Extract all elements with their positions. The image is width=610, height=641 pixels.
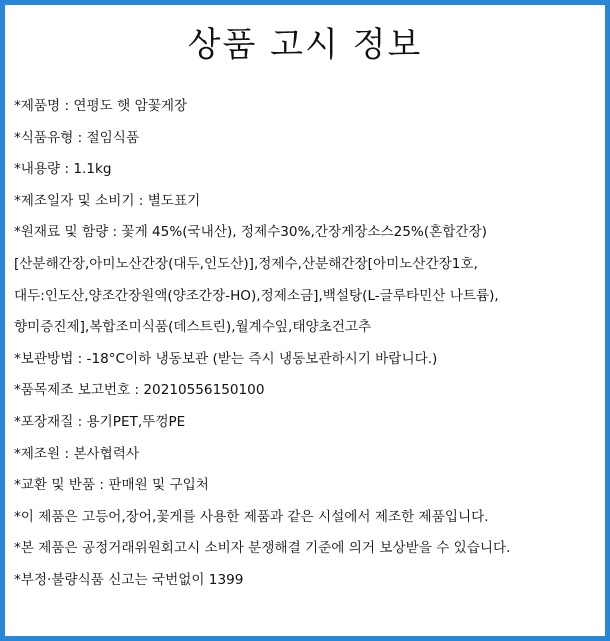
notice-line-ingredients-cont-2: 대두:인도산,양조간장원액(양조간장-HO),정제소금],백설탕(L-글루타민산 나트륨), xyxy=(14,287,499,304)
notice-line-net-weight: *내용량 : 1.1kg xyxy=(14,161,112,178)
notice-line-storage: *보관방법 : -18°C이하 냉동보관 (받는 즉시 냉동보관하시기 바랍니다.) xyxy=(14,350,438,367)
notice-line-report-hotline: *부정·불량식품 신고는 국번없이 1399 xyxy=(14,571,244,588)
notice-line-ingredients: *원재료 및 함량 : 꽃게 45%(국내산), 정제수30%,간장게장소스25%(혼합간장) xyxy=(14,224,487,241)
notice-line-ingredients-cont-3: 향미증진제],복합조미식품(데스트린),월계수잎,태양초건고추 xyxy=(14,319,372,336)
notice-line-product-name: *제품명 : 연평도 햇 암꽃게장 xyxy=(14,98,188,114)
notice-line-report-number: *품목제조 보고번호 : 20210556150100 xyxy=(14,382,265,399)
notice-line-exchange: *교환 및 반품 : 판매원 및 구입처 xyxy=(14,477,209,494)
notice-line-food-type: *식품유형 : 절임식품 xyxy=(14,129,140,146)
notice-line-allergen: *이 제품은 고등어,장어,꽃게를 사용한 제품과 같은 시설에서 제조한 제품입니다. xyxy=(14,508,489,525)
page-title: 상품 고시 정보 xyxy=(187,25,423,65)
notice-line-date: *제조일자 및 소비기 : 별도표기 xyxy=(14,192,201,209)
notice-line-manufacturer: *제조원 : 본사협력사 xyxy=(14,445,140,462)
notice-line-packaging: *포장재질 : 용기PET,뚜껑PE xyxy=(14,413,186,430)
notice-line-compensation: *본 제품은 공정거래위원회고시 소비자 분쟁해결 기준에 의거 보상받을 수 있습니다. xyxy=(14,540,511,557)
notice-list xyxy=(14,91,606,597)
notice-line-ingredients-cont-1: [산분해간장,아미노산간장(대두,인도산)],정제수,산분해간장[아미노산간장1호, xyxy=(14,255,478,272)
